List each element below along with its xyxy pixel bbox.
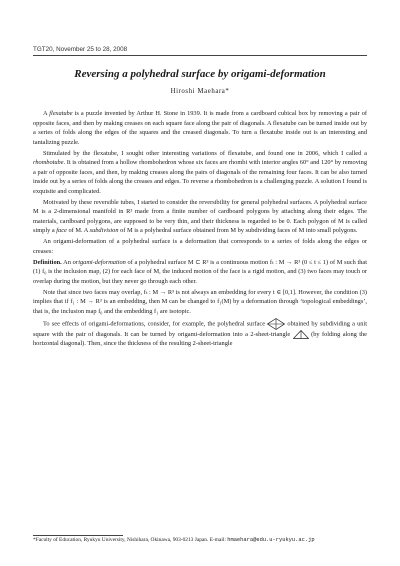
paragraph-polyhedral-surface: Motivated by these reversible tubes, I started to consider the reversibility for general polyhedral surfaces. A polyhedral surface M is a 2-dimensional manifold in R³ made from a finite number of cardboard polygons by attaching along their edges. The materials, cardboard polygons, are supposed to be very thin, and their thickness is regarded to be 0. Each polygon of M is called simply a face of M. A subdivision of M is a polyhedral surface obtained from M by subdividing faces of M into small polygons. bbox=[33, 198, 367, 234]
two-sheet-triangle-figure bbox=[293, 330, 309, 339]
footnote bbox=[33, 537, 367, 544]
footnote-email[interactable]: hmaehara@edu.u-ryukyu.ac.jp bbox=[227, 537, 315, 543]
running-header: TGT20, November 25 to 28, 2008 bbox=[33, 46, 128, 53]
footnote-rule bbox=[33, 535, 123, 536]
paragraph-embedding-note: Note that since two faces may overlap, fₜ : M → R³ is not always an embedding for every t ∈ [0,1]. However, the condition (3) implies that if f₁ : M → R³ is an embedding, then M can be changed to f₁(M) by a deformation through ‘topological embeddings’, that is, the inclusion map f₀ and the embedding f₁ are isotopic. bbox=[33, 288, 367, 315]
paper-author: Hiroshi Maehara* bbox=[170, 88, 230, 95]
header-rule bbox=[33, 55, 367, 56]
paragraph-flexatube: A flexatube is a puzzle invented by Arthur H. Stone in 1939. It is made from a cardboard cubical box by removing a pair of opposite faces, and then by making creases on each square face along the pair of diagonals. A flexatube can be turned inside out by a series of folds along the edges of the squares and the creased diagonals. To turn a flexatube inside out is an interesting and tantalizing puzzle. bbox=[33, 110, 367, 146]
diamond-diagonals-figure bbox=[267, 318, 285, 330]
paragraph-example: To see effects of origami-deformations, consider, for example, the polyhedral surface obtained by subdividing a unit square with the pair of diagonals. It can be turned by origami-deformation into a 2-sheet-triangle (by folding along the horizontal diagonal). Then, since the thickness of the resulting 2-sheet-triangle bbox=[33, 318, 367, 349]
paragraph-origami-intro: An origami-deformation of a polyhedral surface is a deformation that corresponds to a series of folds along the edges or creases: bbox=[33, 238, 367, 255]
paragraph-definition: Definition. An origami-deformation of a polyhedral surface M ⊂ R³ is a continuous motion fₜ : M → R³ (0 ≤ t ≤ 1) of M such that (1) f₀ is the inclusion map, (2) for each face of M, the induced motion of the face is a rigid motion, and (3) two faces may touch or overlap during the motion, but they never go through each other. bbox=[33, 258, 367, 285]
paper-title: Reversing a polyhedral surface by origami-deformation bbox=[74, 68, 326, 80]
footnote-affiliation: *Faculty of Education, Ryukyu University, Nishihara, Okinawa, 903-0213 Japan. E-mail: bbox=[33, 537, 226, 543]
paragraph-rhombotube: Stimulated by the flexatube, I sought other interesting variations of flexatube, and found one in 2006, which I called a rhombotube. It is obtained from a hollow rhombohedron whose six faces are rhombi with interior angles 60° and 120° by removing a pair of opposite faces, and then, by making creases along the pairs of diagonals of the remaining four faces. It can be also turned inside out by a series of folds along the creases and edges. To reverse a rhombohedron is a challenging puzzle. A solution I found is exquisite and complicated. bbox=[33, 149, 367, 195]
paper-body bbox=[33, 109, 367, 350]
